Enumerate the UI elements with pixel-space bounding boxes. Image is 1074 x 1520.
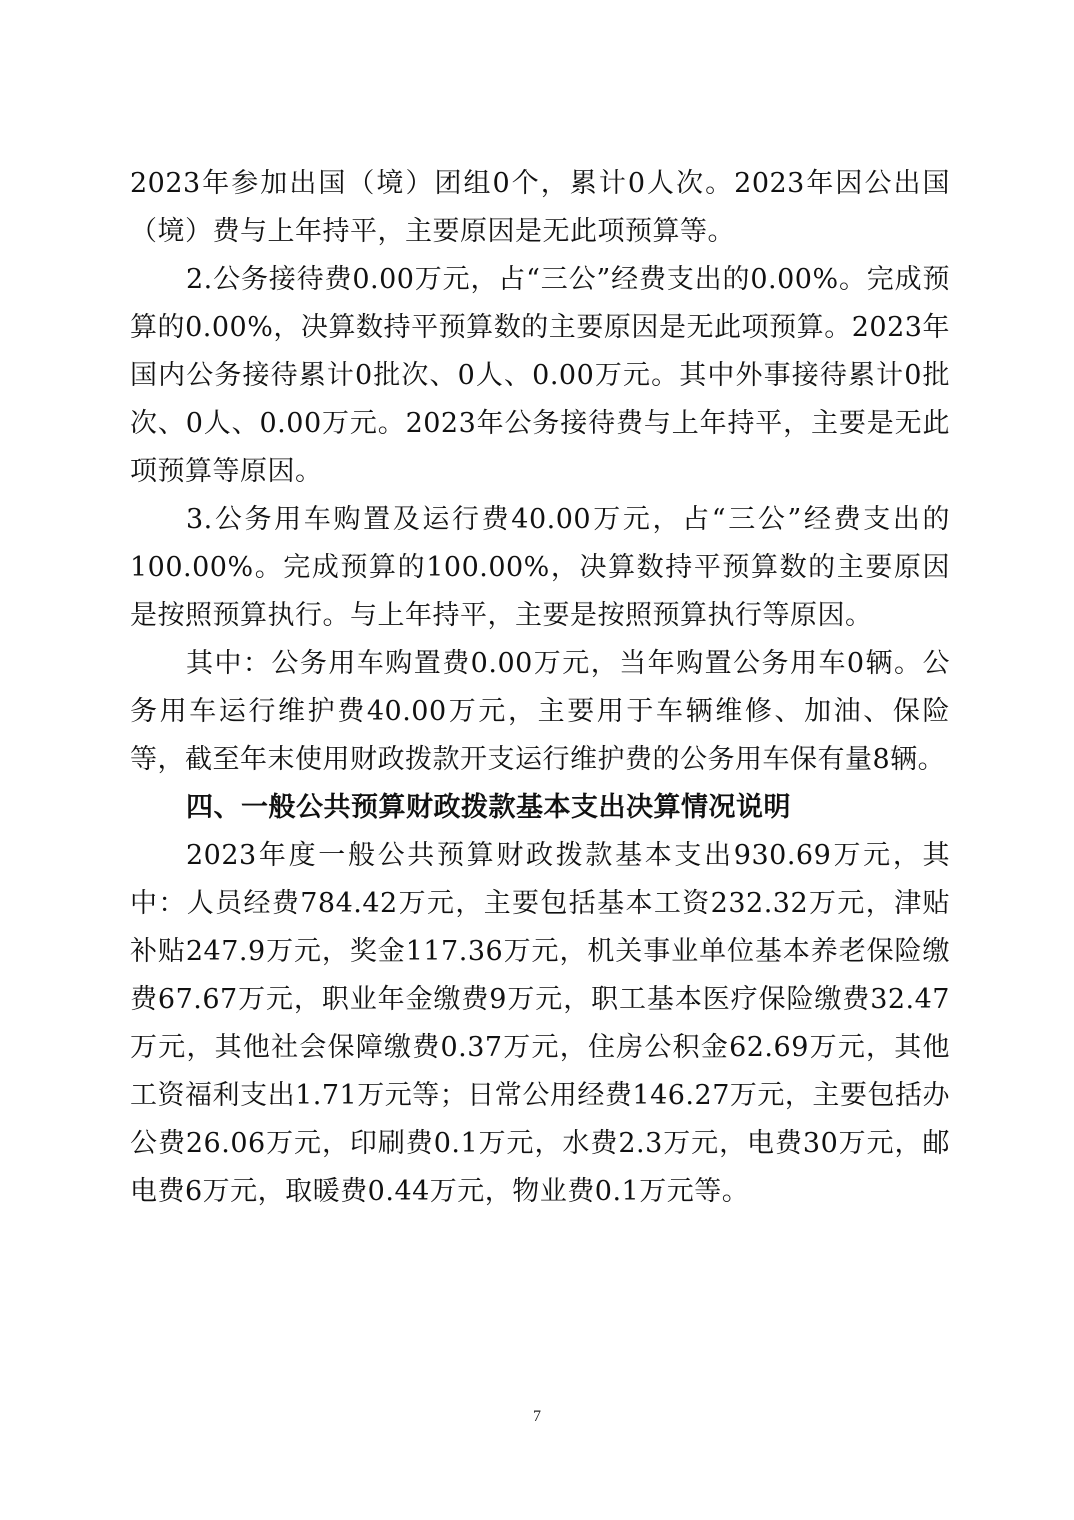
- paragraph-reception-expense: 2.公务接待费0.00万元，占“三公”经费支出的0.00%。完成预算的0.00%，决算数持平预算数的主要原因是无此项预算。2023年国内公务接待累计0批次、0人、0.00万元。其中外事接待累计0批次、0人、0.00万元。2023年公务接待费与上年持平，主要是无此项预算等原因。: [130, 264, 950, 487]
- page-body: [130, 160, 950, 1216]
- paragraph-vehicle-detail: 其中：公务用车购置费0.00万元，当年购置公务用车0辆。公务用车运行维护费40.00万元，主要用于车辆维修、加油、保险等，截至年末使用财政拨款开支运行维护费的公务用车保有量8辆。: [130, 648, 950, 775]
- page-number: 7: [533, 1408, 541, 1425]
- paragraph-outbound-travel: 2023年参加出国（境）团组0个，累计0人次。2023年因公出国（境）费与上年持平，主要原因是无此项预算等。: [130, 168, 950, 247]
- paragraph-basic-expenditure: 2023年度一般公共预算财政拨款基本支出930.69万元，其中：人员经费784.42万元，主要包括基本工资232.32万元，津贴补贴247.9万元，奖金117.36万元，机关事业单位基本养老保险缴费67.67万元，职业年金缴费9万元，职工基本医疗保险缴费32.47万元，其他社会保障缴费0.37万元，住房公积金62.69万元，其他工资福利支出1.71万元等；日常公用经费146.27万元，主要包括办公费26.06万元，印刷费0.1万元，水费2.3万元，电费30万元，邮电费6万元，取暖费0.44万元，物业费0.1万元等。: [130, 840, 950, 1207]
- section-heading: 四、一般公共预算财政拨款基本支出决算情况说明: [186, 792, 791, 823]
- paragraph-vehicle-expense: 3.公务用车购置及运行费40.00万元，占“三公”经费支出的100.00%。完成预算的100.00%，决算数持平预算数的主要原因是按照预算执行。与上年持平，主要是按照预算执行等原因。: [130, 504, 950, 631]
